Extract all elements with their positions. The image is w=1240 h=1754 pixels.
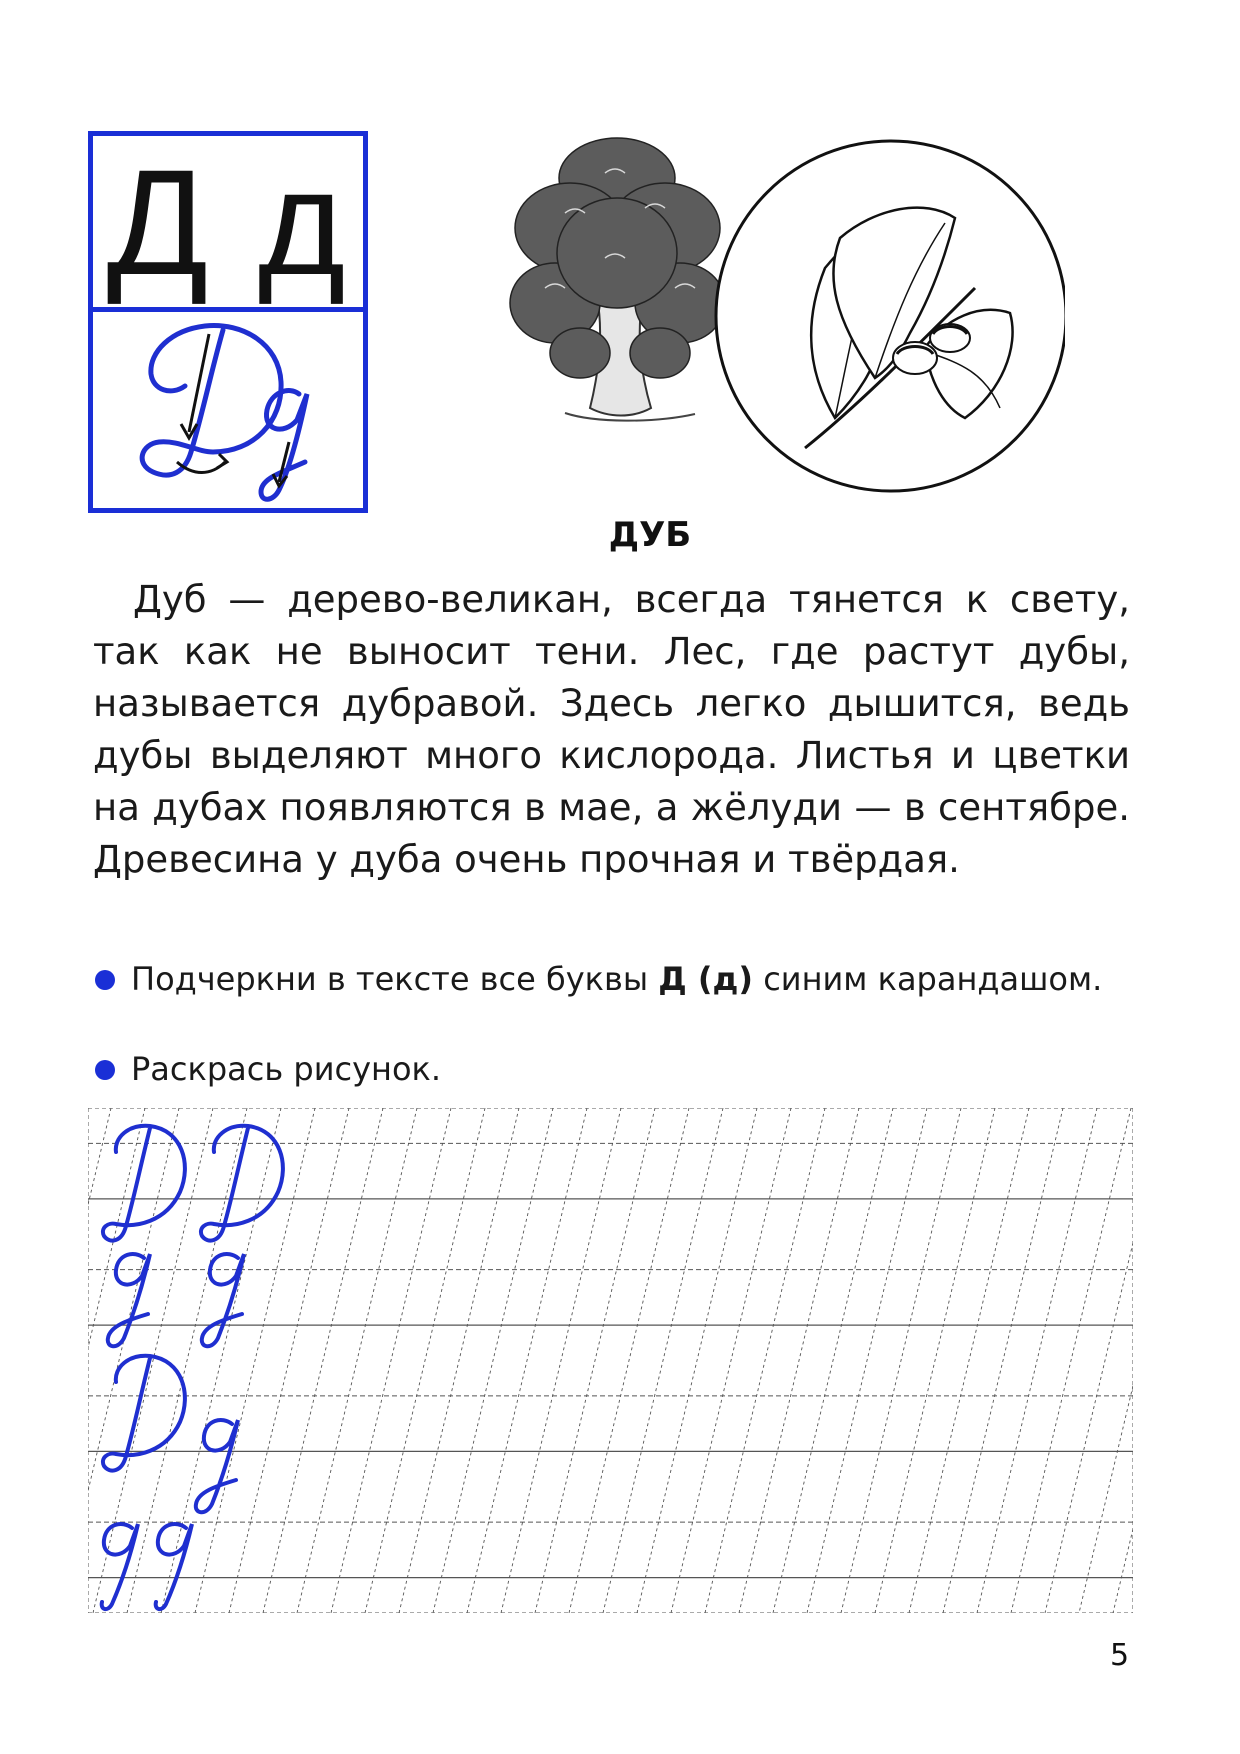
grid-line [671, 1108, 791, 1613]
print-letters: Д д [106, 137, 350, 306]
page-number: 5 [1110, 1638, 1130, 1673]
oak-tree-icon [510, 138, 725, 421]
grid-line [331, 1108, 451, 1613]
task-text: Подчеркни в тексте все буквы Д (д) синим карандашом. [131, 960, 1103, 998]
grid-line [909, 1108, 1029, 1613]
grid-line [1045, 1243, 1133, 1613]
grid-line [297, 1108, 417, 1613]
body-paragraph: Дуб — дерево-великан, всегда тянется к свету, так как не выносит тени. Лес, где растут дубы, называется дубравой. Здесь легко дышится, ведь дубы выделяют много кислорода. Листья и цветки на дубах появляются в мае, а жёлуди — в сентябре. Древесина у дуба очень прочная и твёрдая. [93, 578, 1130, 881]
grid-line [841, 1108, 961, 1613]
grid-line [1113, 1529, 1133, 1613]
grid-line [943, 1108, 1063, 1613]
grid-line [977, 1108, 1097, 1613]
oak-illustration [505, 118, 1065, 498]
page-title: ДУБ [608, 515, 692, 555]
copybook-grid[interactable] [88, 1108, 1133, 1613]
cursive-sample-row-4 [102, 1524, 192, 1609]
grid-line [229, 1108, 349, 1613]
cursive-sample-row-2 [108, 1254, 244, 1346]
grid-line [603, 1108, 723, 1613]
grid-line [773, 1108, 893, 1613]
grid-line [875, 1108, 995, 1613]
bullet-icon [95, 1060, 115, 1080]
grid-line [467, 1108, 587, 1613]
grid-line [161, 1108, 281, 1613]
letter-card [88, 131, 368, 513]
grid-line [569, 1108, 689, 1613]
grid-line [739, 1108, 859, 1613]
task-text: Раскрась рисунок. [131, 1050, 442, 1088]
grid-line [399, 1108, 519, 1613]
oak-leaf-acorn-icon [716, 141, 1065, 491]
task-underline-letters [93, 958, 1133, 1001]
task-color-picture [93, 1048, 1133, 1091]
grid-line [1011, 1108, 1131, 1613]
grid-line [637, 1108, 757, 1613]
grid-line [535, 1108, 655, 1613]
grid-line [433, 1108, 553, 1613]
cursive-letters-sample [93, 312, 363, 508]
grid-line [705, 1108, 825, 1613]
cursive-sample-row-3 [103, 1356, 238, 1512]
bullet-icon [95, 970, 115, 990]
grid-lines [88, 1108, 1133, 1613]
grid-line [88, 1108, 111, 1205]
grid-line [365, 1108, 485, 1613]
grid-line [195, 1108, 315, 1613]
grid-line [93, 1108, 213, 1613]
grid-line [501, 1108, 621, 1613]
grid-line [807, 1108, 927, 1613]
grid-line [1079, 1386, 1133, 1613]
